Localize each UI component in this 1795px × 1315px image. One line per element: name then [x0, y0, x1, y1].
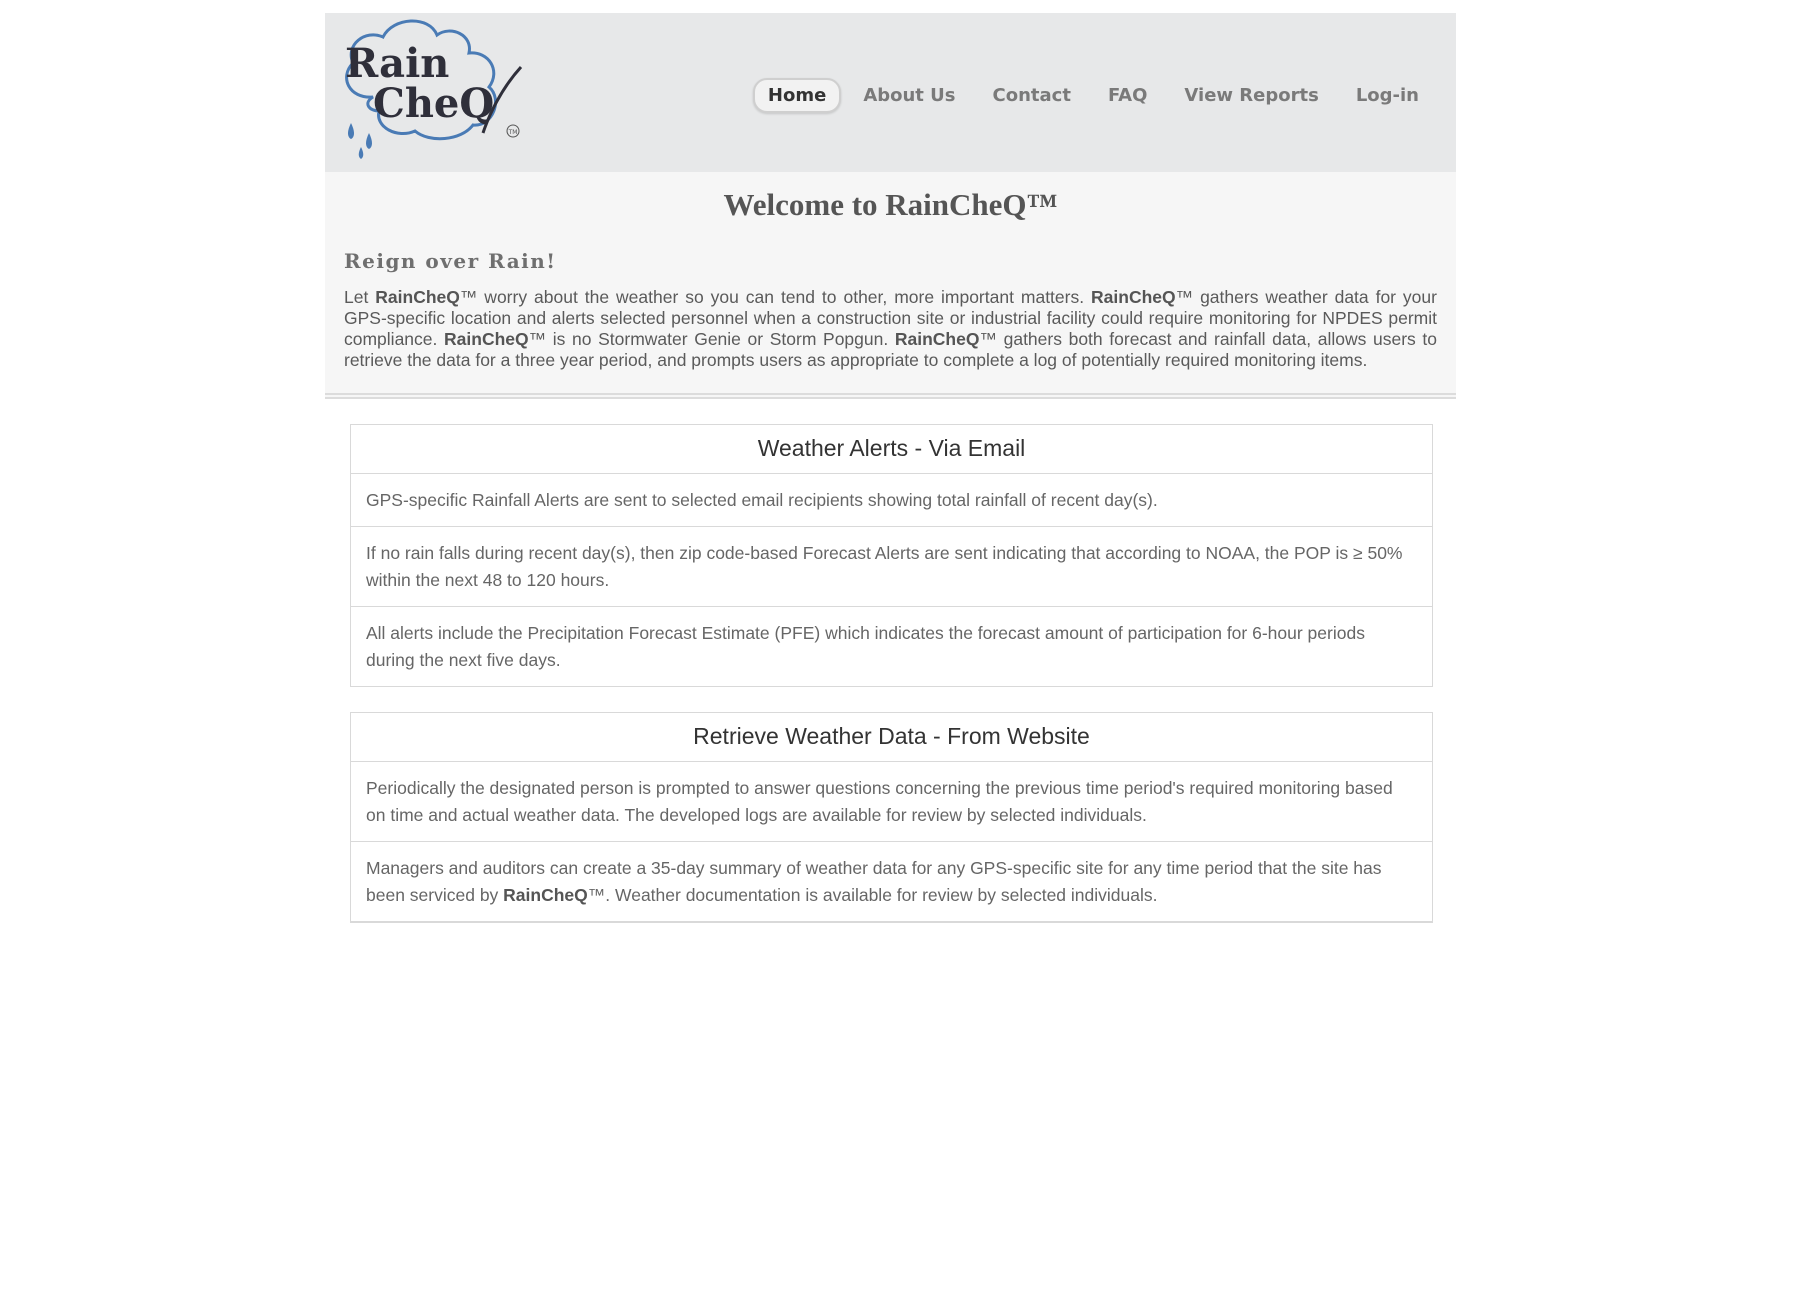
svg-text:CheQ: CheQ [373, 80, 495, 127]
nav-faq[interactable]: FAQ [1107, 85, 1148, 106]
main-nav [753, 78, 1434, 113]
page-title: Welcome to RainCheQ™ [723, 187, 1058, 222]
site-header [325, 13, 1456, 172]
svg-text:Rain: Rain [345, 40, 450, 87]
weather-alerts-panel [350, 424, 1433, 687]
nav-view-reports[interactable]: View Reports [1184, 85, 1319, 106]
intro-section [325, 172, 1456, 399]
retrieve-data-title: Retrieve Weather Data - From Website [351, 713, 1432, 762]
nav-contact[interactable]: Contact [992, 85, 1071, 106]
list-item: All alerts include the Precipitation Forecast Estimate (PFE) which indicates the forecast amount of participation for 6-hour periods during the next five days. [366, 623, 1365, 670]
nav-home[interactable]: Home [753, 78, 841, 113]
page-container [325, 13, 1456, 923]
raincheq-logo[interactable] [333, 15, 529, 165]
weather-alerts-title: Weather Alerts - Via Email [351, 425, 1432, 474]
intro-paragraph: Let RainCheQ™ worry about the weather so you can tend to other, more important matters. RainCheQ™ gathers weather data for your GPS-specific location and alerts selected personnel when a construction site or industrial facility could require monitoring for NPDES permit compliance. RainCheQ™ is no Stormwater Genie or Storm Popgun. RainCheQ™ gathers both forecast and rainfall data, allows users to retrieve the data for a three year period, and prompts users as appropriate to complete a log of potentially required monitoring items. [344, 287, 1437, 370]
list-item: If no rain falls during recent day(s), then zip code-based Forecast Alerts are sent indicating that according to NOAA, the POP is ≥ 50% within the next 48 to 120 hours. [351, 527, 1432, 607]
cloud-logo-icon [333, 15, 529, 165]
list-item: Managers and auditors can create a 35-day summary of weather data for any GPS-specific site for any time period that the site has been serviced by RainCheQ™. Weather documentation is available for review by selected individuals. [351, 842, 1432, 922]
retrieve-data-panel [350, 712, 1433, 923]
nav-log-in[interactable]: Log-in [1355, 85, 1419, 106]
list-item: GPS-specific Rainfall Alerts are sent to selected email recipients showing total rainfall of recent day(s). [351, 474, 1432, 527]
tagline: Reign over Rain! [344, 249, 557, 273]
list-item: Periodically the designated person is prompted to answer questions concerning the previous time period's required monitoring based on time and actual weather data. The developed logs are available for review by selected individuals. [351, 762, 1432, 842]
nav-about-us[interactable]: About Us [863, 85, 956, 106]
svg-text:TM: TM [508, 129, 518, 136]
